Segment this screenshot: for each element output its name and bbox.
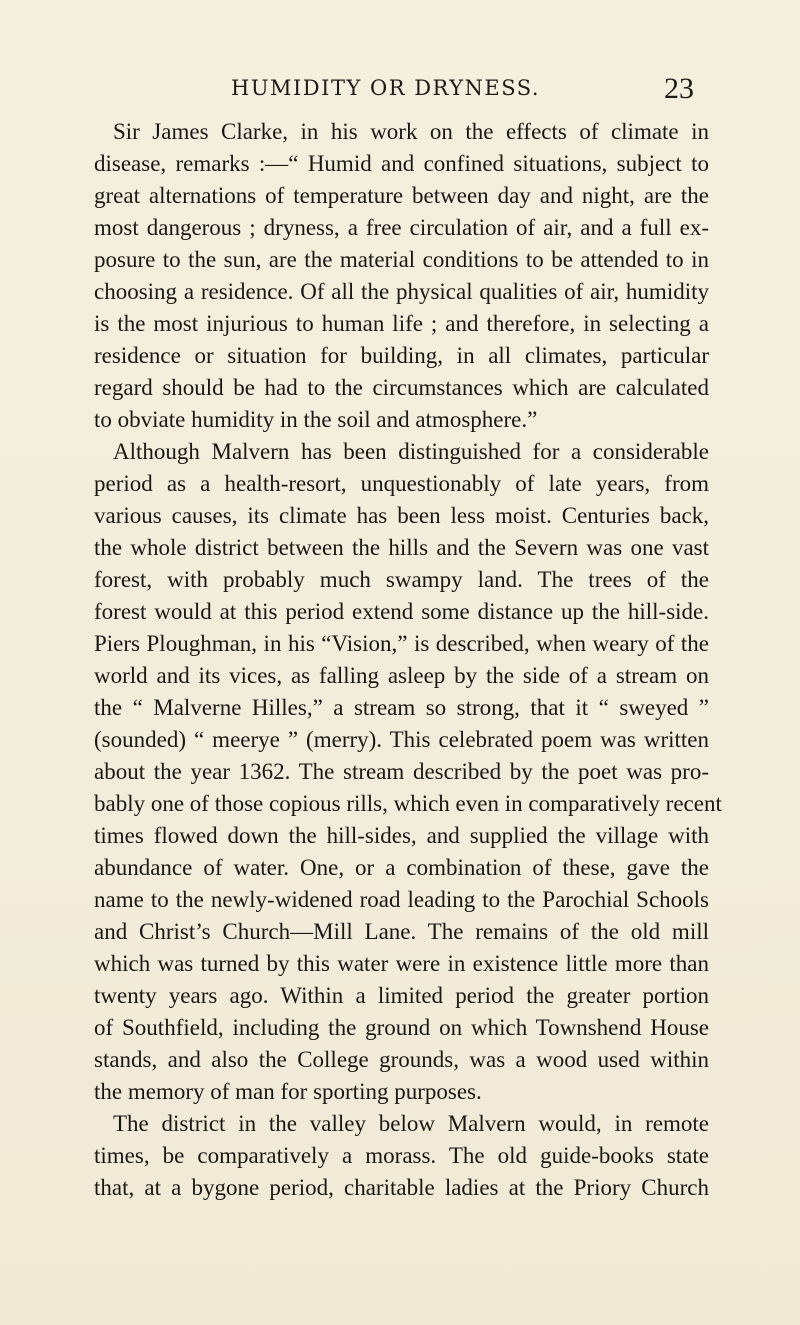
- text-line: times, be comparatively a morass. The old guide-books state: [94, 1143, 709, 1168]
- text-line: (sounded) “ meerye ” (merry). This celebrated poem was written: [94, 727, 709, 752]
- text-line: forest, with probably much swampy land. The trees of the: [94, 567, 709, 592]
- text-line: name to the newly-widened road leading to the Parochial Schools: [94, 887, 709, 912]
- text-line: Although Malvern has been distinguished for a considerable: [113, 439, 709, 464]
- text-line: great alternations of temperature between day and night, are the: [94, 183, 709, 208]
- text-line: residence or situation for building, in all climates, particular: [94, 343, 709, 368]
- text-line: the “ Malverne Hilles,” a stream so strong, that it “ sweyed ”: [94, 695, 709, 720]
- text-line: world and its vices, as falling asleep by the side of a stream on: [94, 663, 709, 688]
- text-line: bably one of those copious rills, which even in comparatively recent: [94, 791, 722, 816]
- text-line: times flowed down the hill-sides, and supplied the village with: [94, 823, 709, 848]
- text-line: stands, and also the College grounds, was a wood used within: [94, 1047, 709, 1072]
- text-line: is the most injurious to human life ; and therefore, in selecting a: [94, 311, 709, 336]
- text-line: the memory of man for sporting purposes.: [94, 1079, 482, 1104]
- text-line: of Southfield, including the ground on which Townshend House: [94, 1015, 709, 1040]
- text-line: choosing a residence. Of all the physical qualities of air, humidity: [94, 279, 709, 304]
- text-line: to obviate humidity in the soil and atmosphere.”: [94, 407, 538, 432]
- text-line: twenty years ago. Within a limited period the greater portion: [94, 983, 709, 1008]
- text-line: period as a health-resort, unquestionably of late years, from: [94, 471, 709, 496]
- text-line: posure to the sun, are the material conditions to be attended to in: [94, 247, 709, 272]
- text-line: that, at a bygone period, charitable ladies at the Priory Church: [94, 1175, 709, 1200]
- text-line: most dangerous ; dryness, a free circulation of air, and a full ex-: [94, 215, 709, 240]
- text-line: Sir James Clarke, in his work on the effects of climate in: [113, 119, 709, 144]
- text-line: the whole district between the hills and the Severn was one vast: [94, 535, 709, 560]
- text-line: regard should be had to the circumstances which are calculated: [94, 375, 709, 400]
- text-line: forest would at this period extend some distance up the hill-side.: [94, 599, 709, 624]
- text-line: about the year 1362. The stream described by the poet was pro-: [94, 759, 709, 784]
- text-line: Piers Ploughman, in his “Vision,” is described, when weary of the: [94, 631, 709, 656]
- text-line: which was turned by this water were in existence little more than: [94, 951, 709, 976]
- text-line: disease, remarks :—“ Humid and confined situations, subject to: [94, 151, 709, 176]
- text-line: abundance of water. One, or a combination of these, gave the: [94, 855, 709, 880]
- text-line: various causes, its climate has been less moist. Centuries back,: [94, 503, 709, 528]
- text-line: and Christ’s Church—Mill Lane. The remains of the old mill: [94, 919, 709, 944]
- text-line: The district in the valley below Malvern would, in remote: [113, 1111, 709, 1136]
- page-number: 23: [664, 72, 694, 105]
- running-title: HUMIDITY OR DRYNESS.: [231, 76, 541, 100]
